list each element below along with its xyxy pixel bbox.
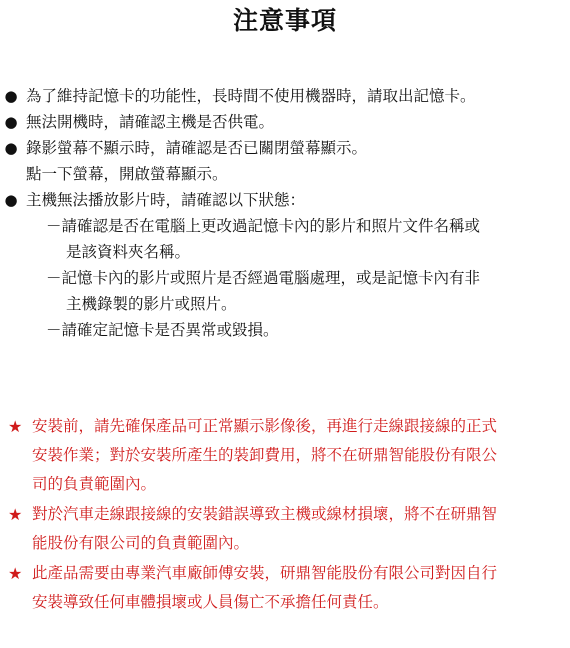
note-continuation: 點一下螢幕，開啟螢幕顯示。 — [26, 165, 228, 183]
sub-item-continuation: 主機錄製的影片或照片。 — [66, 295, 237, 313]
note-text: 主機無法播放影片時，請確認以下狀態： — [26, 191, 306, 209]
warning-continuation: 安裝導致任何車體損壞或人員傷亡不承擔任何責任。 — [32, 593, 389, 611]
notes-list — [0, 83, 570, 343]
warning-continuation: 能股份有限公司的負責範圍內。 — [32, 534, 250, 552]
page-title: 注意事項 — [232, 6, 337, 35]
warning-text: 此產品需要由專業汽車廠師傅安裝，研鼎智能股份有限公司對因自行 — [32, 564, 498, 582]
warnings-list — [0, 412, 570, 617]
note-item — [0, 187, 570, 213]
star-icon: ★ — [8, 417, 23, 436]
warning-text: 安裝前，請先確保產品可正常顯示影像後，再進行走線跟接線的正式 — [32, 417, 498, 435]
sub-item-continuation: 是該資料夾名稱。 — [66, 243, 191, 261]
warning-item — [0, 500, 570, 529]
sub-item: －請確定記憶卡是否異常或毀損。 — [46, 321, 279, 339]
star-icon: ★ — [8, 505, 23, 524]
bullet-icon: ● — [4, 113, 18, 131]
star-icon: ★ — [8, 564, 23, 583]
warning-item — [0, 559, 570, 588]
sub-item: －請確認是否在電腦上更改過記憶卡內的影片和照片文件名稱或 — [46, 217, 481, 235]
warning-text: 對於汽車走線跟接線的安裝錯誤導致主機或線材損壞，將不在研鼎智 — [32, 505, 498, 523]
bullet-icon: ● — [4, 87, 18, 105]
note-text: 無法開機時，請確認主機是否供電。 — [26, 113, 275, 131]
note-item — [0, 109, 570, 135]
note-item — [0, 83, 570, 109]
warning-item — [0, 412, 570, 441]
note-item — [0, 135, 570, 161]
note-text: 為了維持記憶卡的功能性，長時間不使用機器時，請取出記憶卡。 — [26, 87, 476, 105]
sub-item: －記憶卡內的影片或照片是否經過電腦處理，或是記憶卡內有非 — [46, 269, 481, 287]
bullet-icon: ● — [4, 139, 18, 157]
note-text: 錄影螢幕不顯示時，請確認是否已關閉螢幕顯示。 — [26, 139, 368, 157]
warning-continuation: 安裝作業；對於安裝所產生的裝卸費用，將不在研鼎智能股份有限公 — [32, 446, 498, 464]
bullet-icon: ● — [4, 191, 18, 209]
warning-continuation: 司的負責範圍內。 — [32, 475, 157, 493]
